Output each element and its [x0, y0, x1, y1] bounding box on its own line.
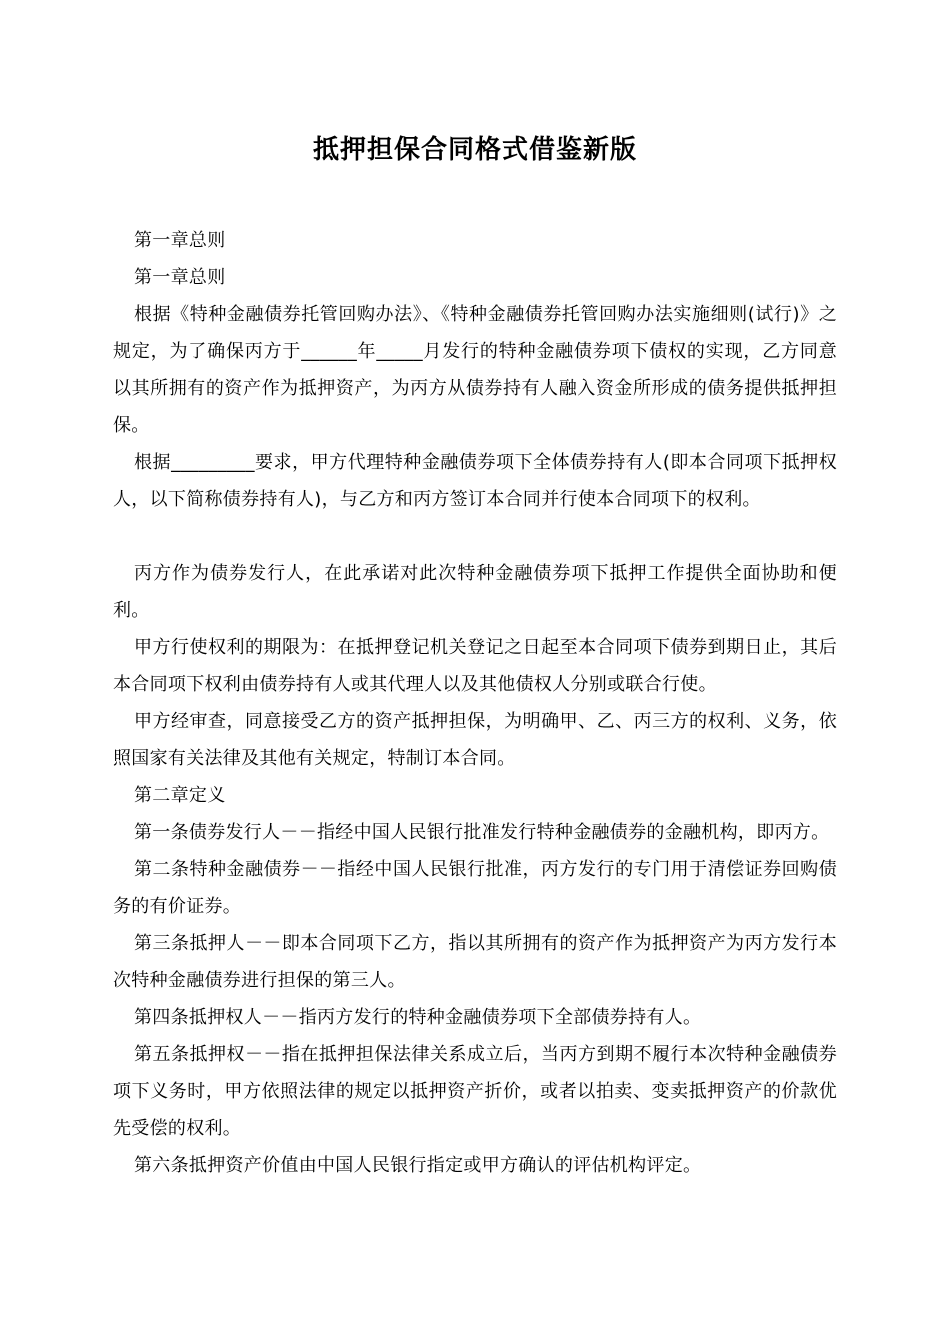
- article-paragraph: 第五条抵押权－－指在抵押担保法律关系成立后，当丙方到期不履行本次特种金融债券项下义务时，甲方依照法律的规定以抵押资产折价，或者以拍卖、变卖抵押资产的价款优先受偿的权利。: [113, 1044, 837, 1139]
- paragraph-spacer: [113, 518, 837, 555]
- chapter-heading: 第一章总则: [134, 230, 226, 251]
- body-paragraph: 根据《特种金融债券托管回购办法》、《特种金融债券托管回购办法实施细则(试行)》之规定，为了确保丙方于______年_____月发行的特种金融债券项下债权的实现，乙方同意以其所拥有的资产作为抵押资产，为丙方从债券持有人融入资金所形成的债务提供抵押担保。: [113, 304, 837, 436]
- article-paragraph: 第三条抵押人－－即本合同项下乙方，指以其所拥有的资产作为抵押资产为丙方发行本次特种金融债券进行担保的第三人。: [113, 933, 837, 991]
- article-paragraph: 第六条抵押资产价值由中国人民银行指定或甲方确认的评估机构评定。: [134, 1155, 702, 1176]
- chapter-heading: 第二章定义: [134, 785, 226, 806]
- body-paragraph: 根据_________要求，甲方代理特种金融债券项下全体债券持有人(即本合同项下抵押权人，以下简称债券持有人)，与乙方和丙方签订本合同并行使本合同项下的权利。: [113, 452, 837, 510]
- body-paragraph: 丙方作为债券发行人，在此承诺对此次特种金融债券项下抵押工作提供全面协助和便利。: [113, 563, 837, 621]
- article-paragraph: 第四条抵押权人－－指丙方发行的特种金融债券项下全部债券持有人。: [134, 1007, 702, 1028]
- chapter-heading: 第一章总则: [134, 267, 226, 288]
- document-body: [113, 222, 837, 1184]
- document-title: 抵押担保合同格式借鉴新版: [312, 135, 637, 165]
- article-paragraph: 第一条债券发行人－－指经中国人民银行批准发行特种金融债券的金融机构，即丙方。: [134, 822, 830, 843]
- body-paragraph: 甲方行使权利的期限为：在抵押登记机关登记之日起至本合同项下债券到期日止，其后本合同项下权利由债券持有人或其代理人以及其他债权人分别或联合行使。: [113, 637, 837, 695]
- body-paragraph: 甲方经审查，同意接受乙方的资产抵押担保，为明确甲、乙、丙三方的权利、义务，依照国家有关法律及其他有关规定，特制订本合同。: [113, 711, 837, 769]
- article-paragraph: 第二条特种金融债券－－指经中国人民银行批准，丙方发行的专门用于清偿证券回购债务的有价证券。: [113, 859, 837, 917]
